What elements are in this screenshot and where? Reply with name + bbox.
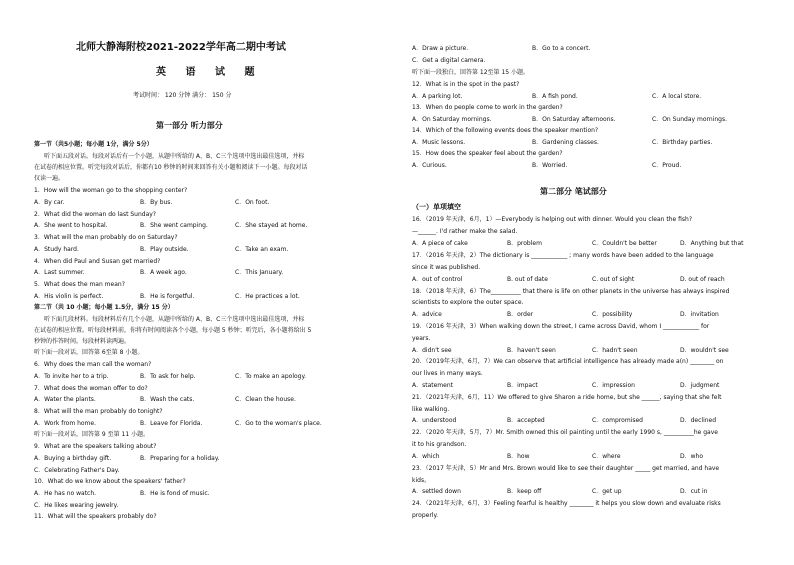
question-14: 14．Which of the following events does the speaker mention? [412,127,599,134]
option: B. out of date [507,276,548,283]
option: C．She stayed at home. [235,222,308,229]
option: A．Buying a birthday gift. [34,455,112,462]
option: A．A parking lot. [412,93,463,100]
option: C．Celebrating Father's Day. [34,467,120,474]
option: D．who [680,453,704,460]
option: B．problem [507,240,542,247]
option: C．Clean the house. [235,396,296,403]
question-4: 4．When did Paul and Susan get married? [34,258,161,265]
option: C．On Sunday mornings. [652,116,727,123]
option: A．Last summer. [34,269,85,276]
section2-intro: 听下面几段材料。每段材料后有几个小题，从题中所给的 A、B、C三个选项中选出最佳选项，并标 [44,316,305,323]
option: B．A week ago. [140,269,187,276]
question-24: 24．（2021年天津，6月，3）Feeling fearful is healthy ________ it helps you slow down and evaluate risks [412,500,721,507]
question-17-cont: since it was published. [412,264,481,271]
option: C．impression [592,382,635,389]
question-23: 23．（2017 年天津，5）Mr and Mrs. Brown would like to see their daughter _____ get married, and have [412,465,720,472]
section-title: （一）单项填空 [412,203,461,211]
option: B．By bus. [140,199,173,206]
option: C．where [592,453,621,460]
option: B．accepted [507,417,545,424]
question-15: 15．How does the speaker feel about the garden? [412,150,563,157]
monologue-instruction: 听下面一段独白，回答第 12至第 15 小题。 [412,69,529,76]
option: A．By car. [34,199,65,206]
option: D．judgment [680,382,720,389]
dialog-instruction: 听下面一段对话，回答第 9 至第 11 小题。 [34,431,150,438]
option: B．Play outside. [140,246,189,253]
option: C．On foot. [235,199,270,206]
option: C．get up [592,488,622,495]
option: B．She went camping. [140,222,208,229]
option: A．advice [412,311,442,318]
question-6: 6．Why does the man call the woman? [34,361,152,368]
question-16: 16．（2019 年天津，6月，1）—Everybody is helping out with dinner. Would you clean the fish? [412,216,693,223]
question-9: 9．What are the speakers talking about? [34,443,157,450]
option: C．This January. [235,269,284,276]
option: A．Study hard. [34,246,79,253]
question-22-cont: it to his grandson. [412,441,467,448]
question-23-cont: kids。 [412,477,431,484]
option: A．statement [412,382,453,389]
exam-title: 北师大静海附校2021-2022学年高二期中考试 [76,42,286,53]
question-21-cont: like walking. [412,406,450,413]
option: C．Proud. [652,162,682,169]
option: B．Gardening classes. [532,139,599,146]
option: A．Water the plants. [34,396,96,403]
option: C．hadn't seen [592,347,638,354]
question-11: 11．What will the speakers probably do? [34,513,157,520]
option: A．Curious. [412,162,447,169]
option: A．To invite her to a trip. [34,373,109,380]
option: B．how [507,453,530,460]
question-18-cont: scientists to explore the outer space. [412,299,524,306]
option: C．Couldn't be better [592,240,657,247]
option: B．haven't seen [507,347,556,354]
option: A．Music lessons. [412,139,466,146]
section2-intro: 在试卷的相应位置。听每段材料前，你将有时间阅读各个小题，每小题 5 秒钟；听完后，各小题将给出 5 [34,327,312,334]
option: D．cut in [680,488,708,495]
section1-intro: 在试卷的相应位置。听完每段对话后，你都有10 秒钟的时间来回答有关小题和阅读下一小题。每段对话 [34,164,308,171]
option: A．out of control [412,276,463,283]
option: B．order [507,311,534,318]
option: C．To make an apology. [235,373,307,380]
option: B．Leave for Florida. [140,420,203,427]
exam-info: 考试时间： 120 分钟 满分： 150 分 [133,92,232,99]
question-22: 22．（2020 年天津，5月，7）Mr. Smith owned this oil painting until the early 1990 s, __________he gave [412,429,718,436]
option: A．She went to hospital. [34,222,108,229]
option: C．compromised [592,417,643,424]
dialog-instruction: 听下面一段对话，回答第 6至第 8 小题。 [34,349,144,356]
question-21: 21．（2021年天津，6月，11）We offered to give Sharon a ride home, but she ______, saying that she felt [412,394,722,401]
section1-intro: 仅读一遍。 [34,175,65,182]
option: D．declined [680,417,717,424]
question-13: 13．When do people come to work in the garden? [412,104,563,111]
question-5: 5．What does the man mean? [34,281,125,288]
question-3: 3．What will the man probably do on Saturday? [34,234,178,241]
section2-title: 第二节（共 10 小题；每小题 1.5分，满分 15 分） [34,304,174,311]
question-18: 18．（2018 年天津，6）The__________ that there is life on other planets in the universe has always inspired [412,288,730,295]
option: A．A piece of cake [412,240,468,247]
subject-title: 英 语 试 题 [156,67,263,78]
option: C．He practices a lot. [235,293,300,300]
option: C. out of sight [592,276,635,283]
option: C．A local store. [652,93,702,100]
part2-heading: 第二部分 笔试部分 [540,187,607,196]
option: B．On Saturday afternoons. [532,116,616,123]
question-19: 19．（2016 年天津，3）When walking down the street, I came across David, whom I ____________ for [412,323,710,330]
question-8: 8．What will the man probably do tonight? [34,408,163,415]
option: A．settled down [412,488,461,495]
section2-intro: 秒钟的作答时间。每段材料读两遍。 [34,338,131,345]
option: C．possibility [592,311,633,318]
option: A．On Saturday mornings. [412,116,492,123]
question-12: 12．What is in the spot in the past? [412,81,520,88]
option: D．invitation [680,311,719,318]
option: A．understood [412,417,457,424]
option: A．Work from home. [34,420,96,427]
option: C．Go to the woman's place. [235,420,322,427]
option: B．He is fond of music. [140,490,210,497]
option: D．Anything but that [680,240,744,247]
option: A．didn't see [412,347,452,354]
question-20: 20．（2019年天津，6月，7）We can observe that artificial intelligence has already made a(n) ________ on [412,358,724,365]
option: B．keep off [507,488,542,495]
option: B．To ask for help. [140,373,196,380]
option: B．Preparing for a holiday. [140,455,220,462]
section1-intro: 听下面五段对话。每段对话后有一个小题，从题中所给的 A、B、C三个选项中选出最佳选项，并标 [44,153,305,160]
option: A．His violin is perfect. [34,293,104,300]
option: C．He likes wearing jewelry. [34,502,119,509]
question-10: 10．What do we know about the speakers' father? [34,478,186,485]
question-1: 1．How will the woman go to the shopping center? [34,187,188,194]
option: C．Take an exam. [235,246,289,253]
question-17: 17．（2016 年天津，2）The dictionary is ____________ ; many words have been added to the language [412,252,714,259]
question-19-cont: years. [412,335,431,342]
option: D. out of reach [680,276,725,283]
option: B．A fish pond. [532,93,578,100]
option: A．which [412,453,440,460]
option: A．Draw a picture. [412,45,469,52]
question-24-cont: properly. [412,512,439,519]
section1-title: 第一节（共5小题；每小题 1分，满分 5分） [34,141,153,148]
question-16-cont: —______. I'd rather make the salad. [412,228,518,235]
option: A．He has no watch. [34,490,97,497]
question-20-cont: our lives in many ways. [412,370,483,377]
option: B．Go to a concert. [532,45,591,52]
question-7: 7．What does the woman offer to do? [34,385,148,392]
option: B．He is forgetful. [140,293,195,300]
option: B．Wash the cats. [140,396,195,403]
option: C．Birthday parties. [652,139,713,146]
option: C．Get a digital camera. [412,57,486,64]
option: B．impact [507,382,538,389]
option: B．Worried. [532,162,568,169]
question-2: 2．What did the woman do last Sunday? [34,211,156,218]
option: D．wouldn't see [680,347,729,354]
part1-heading: 第一部分 听力部分 [156,121,223,130]
